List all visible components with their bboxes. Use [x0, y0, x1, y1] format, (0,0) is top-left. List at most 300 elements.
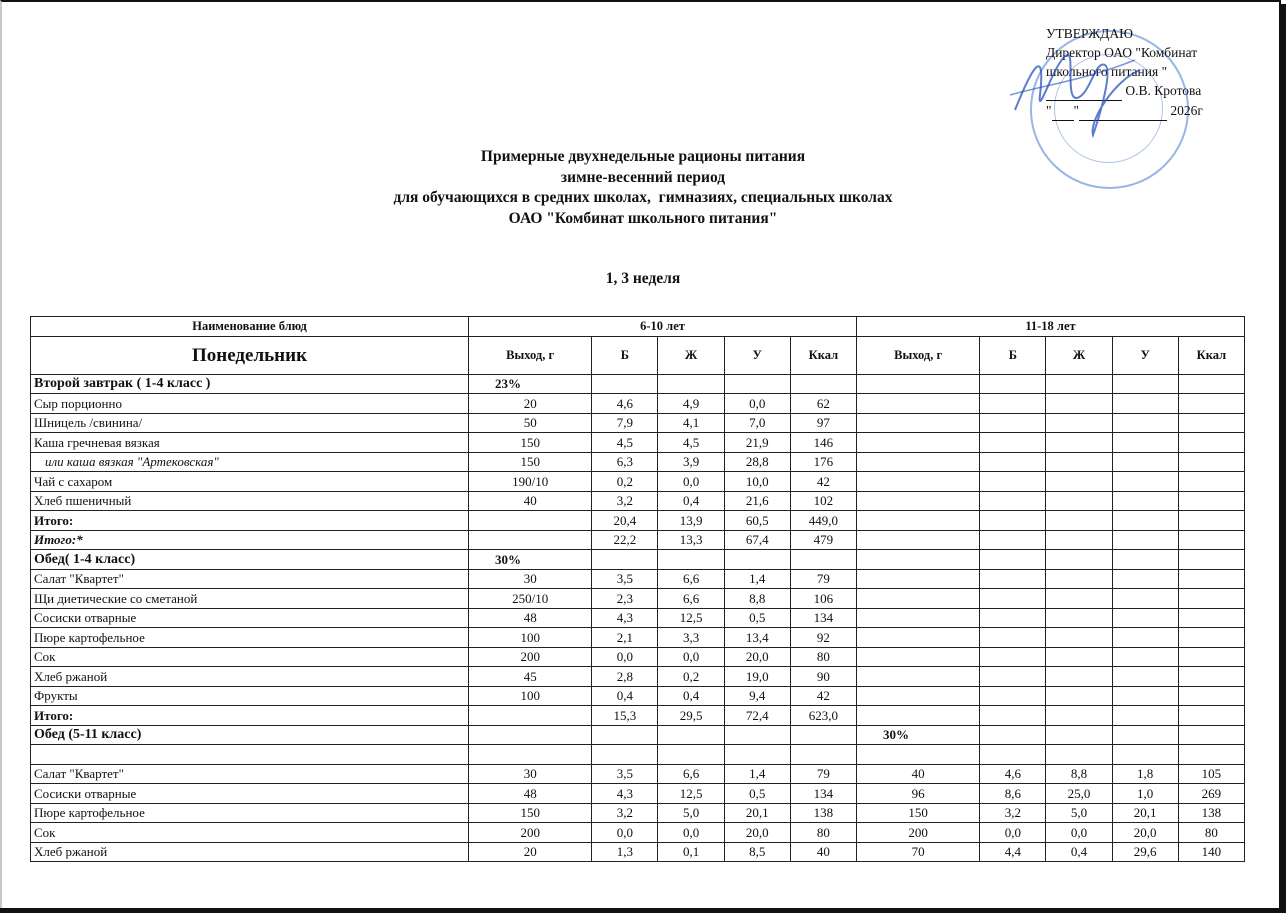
header-col-fat-2: Ж: [1046, 336, 1112, 374]
value-cell: 79: [790, 764, 856, 784]
value-cell: [1178, 569, 1244, 589]
value-cell: [724, 374, 790, 394]
value-cell: 146: [790, 433, 856, 453]
value-cell: 0,0: [658, 823, 724, 843]
value-cell: 1,0: [1112, 784, 1178, 804]
value-cell: 4,6: [592, 394, 658, 414]
dish-name-cell: Хлеб пшеничный: [31, 491, 469, 511]
value-cell: 3,2: [592, 491, 658, 511]
value-cell: [980, 569, 1046, 589]
value-cell: [1178, 725, 1244, 745]
value-cell: [1112, 413, 1178, 433]
value-cell: [980, 608, 1046, 628]
value-cell: 13,3: [658, 530, 724, 550]
value-cell: [1046, 589, 1112, 609]
value-cell: [724, 550, 790, 570]
value-cell: [592, 745, 658, 765]
section-row: [31, 725, 1245, 745]
value-cell: [1178, 374, 1244, 394]
value-cell: 20,4: [592, 511, 658, 531]
value-cell: [856, 433, 979, 453]
value-cell: 0,5: [724, 784, 790, 804]
value-cell: 4,1: [658, 413, 724, 433]
value-cell: [469, 745, 592, 765]
value-cell: 13,4: [724, 628, 790, 648]
value-cell: 6,6: [658, 569, 724, 589]
dish-name-cell: Пюре картофельное: [31, 803, 469, 823]
table-row: [31, 589, 1245, 609]
value-cell: 20,0: [724, 647, 790, 667]
value-cell: [1178, 686, 1244, 706]
value-cell: [1046, 706, 1112, 726]
header-col-yield-1: Выход, г: [469, 336, 592, 374]
table-row: [31, 686, 1245, 706]
value-cell: 12,5: [658, 784, 724, 804]
value-cell: [980, 491, 1046, 511]
value-cell: 4,5: [658, 433, 724, 453]
value-cell: [1178, 491, 1244, 511]
value-cell: 0,0: [724, 394, 790, 414]
header-col-yield-2: Выход, г: [856, 336, 979, 374]
table-row: [31, 745, 1245, 765]
value-cell: [856, 491, 979, 511]
value-cell: 102: [790, 491, 856, 511]
value-cell: [980, 394, 1046, 414]
value-cell: [1046, 511, 1112, 531]
header-day: Понедельник: [31, 336, 469, 374]
value-cell: 2,3: [592, 589, 658, 609]
section-row: [31, 550, 1245, 570]
dish-name-cell: Пюре картофельное: [31, 628, 469, 648]
week-label: 1, 3 неделя: [605, 270, 681, 287]
dish-name-cell: Хлеб ржаной: [31, 842, 469, 862]
value-cell: [1178, 472, 1244, 492]
table-row: [31, 784, 1245, 804]
value-cell: [980, 433, 1046, 453]
value-cell: [1112, 374, 1178, 394]
total-row: [31, 530, 1245, 550]
value-cell: 3,5: [592, 569, 658, 589]
page-edge-right: [1281, 4, 1286, 913]
value-cell: [1178, 394, 1244, 414]
value-cell: 3,2: [592, 803, 658, 823]
value-cell: 20,0: [1112, 823, 1178, 843]
table-header-row-1: [31, 317, 1245, 337]
approval-position-line1: Директор ОАО "Комбинат: [1046, 45, 1198, 60]
table-row: [31, 472, 1245, 492]
value-cell: [1046, 667, 1112, 687]
value-cell: [469, 706, 592, 726]
value-cell: [1046, 550, 1112, 570]
value-cell: [1112, 569, 1178, 589]
value-cell: 200: [469, 823, 592, 843]
value-cell: 96: [856, 784, 979, 804]
value-cell: [1046, 394, 1112, 414]
table-header-row-2: [31, 336, 1245, 374]
percent-cell-11-18: [856, 550, 979, 570]
value-cell: [1178, 530, 1244, 550]
table-row: [31, 394, 1245, 414]
value-cell: [980, 706, 1046, 726]
value-cell: [1112, 511, 1178, 531]
dish-name-cell: или каша вязкая "Артековская": [31, 452, 469, 472]
value-cell: [980, 413, 1046, 433]
value-cell: 0,4: [592, 686, 658, 706]
header-col-carbs-1: У: [724, 336, 790, 374]
dish-name-cell: Салат "Квартет": [31, 764, 469, 784]
value-cell: 13,9: [658, 511, 724, 531]
value-cell: 6,3: [592, 452, 658, 472]
value-cell: 80: [790, 647, 856, 667]
value-cell: [856, 394, 979, 414]
table-row: [31, 491, 1245, 511]
table-row: [31, 647, 1245, 667]
percent-cell-6-10: [469, 725, 592, 745]
value-cell: [1178, 706, 1244, 726]
table-row: [31, 569, 1245, 589]
percent-cell-11-18: 30%: [856, 725, 979, 745]
value-cell: 19,0: [724, 667, 790, 687]
value-cell: 0,2: [592, 472, 658, 492]
value-cell: [980, 374, 1046, 394]
value-cell: 0,4: [1046, 842, 1112, 862]
value-cell: 80: [1178, 823, 1244, 843]
value-cell: 62: [790, 394, 856, 414]
value-cell: [980, 530, 1046, 550]
value-cell: 0,4: [658, 491, 724, 511]
title-line-2: зимне-весенний период: [560, 168, 726, 186]
value-cell: [856, 452, 979, 472]
table-row: [31, 413, 1245, 433]
value-cell: 134: [790, 608, 856, 628]
value-cell: [980, 589, 1046, 609]
dish-name-cell: [31, 745, 469, 765]
value-cell: [856, 628, 979, 648]
table-row: [31, 803, 1245, 823]
value-cell: [592, 374, 658, 394]
value-cell: [1046, 608, 1112, 628]
value-cell: [592, 725, 658, 745]
value-cell: [1112, 472, 1178, 492]
value-cell: [856, 413, 979, 433]
dish-name-cell: Салат "Квартет": [31, 569, 469, 589]
value-cell: [1112, 433, 1178, 453]
value-cell: [790, 725, 856, 745]
value-cell: [790, 550, 856, 570]
value-cell: [1112, 628, 1178, 648]
value-cell: 3,2: [980, 803, 1046, 823]
value-cell: 1,4: [724, 764, 790, 784]
value-cell: 72,4: [724, 706, 790, 726]
value-cell: 0,1: [658, 842, 724, 862]
value-cell: 21,9: [724, 433, 790, 453]
value-cell: [1046, 647, 1112, 667]
title-line-4: ОАО "Комбинат школьного питания": [508, 209, 778, 227]
value-cell: 40: [469, 491, 592, 511]
value-cell: [658, 374, 724, 394]
value-cell: 3,3: [658, 628, 724, 648]
dish-name-cell: Хлеб ржаной: [31, 667, 469, 687]
table-row: [31, 823, 1245, 843]
value-cell: [1112, 745, 1178, 765]
value-cell: 100: [469, 628, 592, 648]
value-cell: [1112, 667, 1178, 687]
value-cell: 0,0: [980, 823, 1046, 843]
value-cell: [469, 511, 592, 531]
total-row: [31, 706, 1245, 726]
menu-table: [30, 316, 1245, 862]
header-col-carbs-2: У: [1112, 336, 1178, 374]
dish-name-cell: Сок: [31, 823, 469, 843]
value-cell: 21,6: [724, 491, 790, 511]
value-cell: [790, 374, 856, 394]
dish-name-cell: Сыр порционно: [31, 394, 469, 414]
value-cell: 138: [790, 803, 856, 823]
value-cell: 3,9: [658, 452, 724, 472]
header-col-fat-1: Ж: [658, 336, 724, 374]
table-row: [31, 452, 1245, 472]
dish-name-cell: Шницель /свинина/: [31, 413, 469, 433]
value-cell: 623,0: [790, 706, 856, 726]
value-cell: 22,2: [592, 530, 658, 550]
value-cell: [1046, 413, 1112, 433]
value-cell: 100: [469, 686, 592, 706]
value-cell: [1112, 725, 1178, 745]
value-cell: 6,6: [658, 764, 724, 784]
value-cell: 9,4: [724, 686, 790, 706]
percent-cell-11-18: [856, 374, 979, 394]
value-cell: 70: [856, 842, 979, 862]
value-cell: 79: [790, 569, 856, 589]
value-cell: 250/10: [469, 589, 592, 609]
table-row: [31, 842, 1245, 862]
value-cell: [1112, 706, 1178, 726]
approval-heading: УТВЕРЖДАЮ: [1046, 26, 1134, 41]
value-cell: 50: [469, 413, 592, 433]
value-cell: [724, 725, 790, 745]
value-cell: [980, 628, 1046, 648]
header-col-protein-2: Б: [980, 336, 1046, 374]
value-cell: [980, 472, 1046, 492]
table-row: [31, 433, 1245, 453]
approval-year: 2026г: [1170, 103, 1203, 118]
value-cell: [1178, 413, 1244, 433]
dish-name-cell: Итого:: [31, 706, 469, 726]
value-cell: 29,5: [658, 706, 724, 726]
value-cell: [1178, 628, 1244, 648]
value-cell: [980, 647, 1046, 667]
page-edge-bottom: [0, 908, 1286, 913]
value-cell: [980, 667, 1046, 687]
value-cell: 4,4: [980, 842, 1046, 862]
value-cell: 0,4: [658, 686, 724, 706]
value-cell: 269: [1178, 784, 1244, 804]
value-cell: [1178, 589, 1244, 609]
value-cell: 140: [1178, 842, 1244, 862]
value-cell: 40: [856, 764, 979, 784]
value-cell: [1112, 550, 1178, 570]
value-cell: [1112, 491, 1178, 511]
section-row: [31, 374, 1245, 394]
value-cell: [980, 550, 1046, 570]
value-cell: [856, 530, 979, 550]
dish-name-cell: Фрукты: [31, 686, 469, 706]
table-row: [31, 667, 1245, 687]
table-row: [31, 628, 1245, 648]
value-cell: 1,4: [724, 569, 790, 589]
dish-name-cell: Сосиски отварные: [31, 784, 469, 804]
value-cell: 106: [790, 589, 856, 609]
value-cell: 0,0: [658, 647, 724, 667]
value-cell: 4,3: [592, 784, 658, 804]
value-cell: 20,0: [724, 823, 790, 843]
value-cell: 25,0: [1046, 784, 1112, 804]
table-body: [31, 374, 1245, 862]
value-cell: 67,4: [724, 530, 790, 550]
value-cell: 134: [790, 784, 856, 804]
value-cell: [1112, 686, 1178, 706]
value-cell: 42: [790, 686, 856, 706]
value-cell: [790, 745, 856, 765]
value-cell: 150: [469, 452, 592, 472]
value-cell: 20,1: [724, 803, 790, 823]
dish-name-cell: Обед (5-11 класс): [31, 725, 469, 745]
value-cell: 0,2: [658, 667, 724, 687]
value-cell: [856, 608, 979, 628]
value-cell: [1046, 745, 1112, 765]
total-row: [31, 511, 1245, 531]
value-cell: [856, 472, 979, 492]
value-cell: 150: [856, 803, 979, 823]
value-cell: 3,5: [592, 764, 658, 784]
value-cell: [1178, 550, 1244, 570]
value-cell: [1178, 433, 1244, 453]
value-cell: [1178, 511, 1244, 531]
value-cell: 190/10: [469, 472, 592, 492]
value-cell: 1,8: [1112, 764, 1178, 784]
value-cell: 138: [1178, 803, 1244, 823]
value-cell: 1,3: [592, 842, 658, 862]
value-cell: [1046, 569, 1112, 589]
value-cell: 8,8: [724, 589, 790, 609]
value-cell: [1112, 608, 1178, 628]
value-cell: [1178, 667, 1244, 687]
dish-name-cell: Чай с сахаром: [31, 472, 469, 492]
value-cell: 0,0: [592, 823, 658, 843]
value-cell: [1112, 530, 1178, 550]
value-cell: [1046, 374, 1112, 394]
value-cell: 200: [469, 647, 592, 667]
value-cell: [1046, 491, 1112, 511]
title-line-1: Примерные двухнедельные рационы питания: [480, 148, 806, 165]
value-cell: 8,5: [724, 842, 790, 862]
value-cell: 5,0: [658, 803, 724, 823]
value-cell: 30: [469, 764, 592, 784]
value-cell: [980, 452, 1046, 472]
value-cell: [658, 550, 724, 570]
value-cell: [1178, 608, 1244, 628]
value-cell: 20: [469, 394, 592, 414]
value-cell: 30: [469, 569, 592, 589]
value-cell: [1178, 452, 1244, 472]
value-cell: [1178, 647, 1244, 667]
approval-date-line: " " 2026г: [1046, 101, 1246, 121]
dish-name-cell: Щи диетические со сметаной: [31, 589, 469, 609]
value-cell: 0,0: [592, 647, 658, 667]
value-cell: 150: [469, 803, 592, 823]
value-cell: [1178, 745, 1244, 765]
value-cell: 92: [790, 628, 856, 648]
value-cell: [856, 511, 979, 531]
value-cell: 4,3: [592, 608, 658, 628]
approval-position-line2: школьного питания ": [1046, 64, 1168, 79]
value-cell: 15,3: [592, 706, 658, 726]
value-cell: 28,8: [724, 452, 790, 472]
value-cell: [1046, 472, 1112, 492]
value-cell: 42: [790, 472, 856, 492]
value-cell: [1046, 628, 1112, 648]
value-cell: 20: [469, 842, 592, 862]
value-cell: 45: [469, 667, 592, 687]
value-cell: [980, 725, 1046, 745]
value-cell: 40: [790, 842, 856, 862]
dish-name-cell: Обед( 1-4 класс): [31, 550, 469, 570]
table-row: [31, 608, 1245, 628]
value-cell: [856, 589, 979, 609]
value-cell: 90: [790, 667, 856, 687]
value-cell: 48: [469, 784, 592, 804]
value-cell: 48: [469, 608, 592, 628]
value-cell: 5,0: [1046, 803, 1112, 823]
value-cell: 0,0: [1046, 823, 1112, 843]
value-cell: [1046, 686, 1112, 706]
value-cell: 0,5: [724, 608, 790, 628]
value-cell: 176: [790, 452, 856, 472]
dish-name-cell: Сосиски отварные: [31, 608, 469, 628]
value-cell: 80: [790, 823, 856, 843]
value-cell: 2,1: [592, 628, 658, 648]
value-cell: 10,0: [724, 472, 790, 492]
value-cell: [658, 725, 724, 745]
value-cell: 6,6: [658, 589, 724, 609]
value-cell: 60,5: [724, 511, 790, 531]
header-age-6-10: 6-10 лет: [469, 317, 857, 337]
value-cell: [1112, 452, 1178, 472]
value-cell: [1112, 394, 1178, 414]
value-cell: [1046, 433, 1112, 453]
value-cell: 2,8: [592, 667, 658, 687]
value-cell: [724, 745, 790, 765]
dish-name-cell: Итого:*: [31, 530, 469, 550]
dish-name-cell: Сок: [31, 647, 469, 667]
value-cell: 7,0: [724, 413, 790, 433]
header-age-11-18: 11-18 лет: [856, 317, 1244, 337]
value-cell: [856, 569, 979, 589]
value-cell: 8,8: [1046, 764, 1112, 784]
value-cell: [1046, 725, 1112, 745]
value-cell: [856, 667, 979, 687]
value-cell: 150: [469, 433, 592, 453]
value-cell: 4,5: [592, 433, 658, 453]
header-col-kcal-1: Ккал: [790, 336, 856, 374]
value-cell: 8,6: [980, 784, 1046, 804]
value-cell: 200: [856, 823, 979, 843]
value-cell: [1112, 589, 1178, 609]
value-cell: [856, 647, 979, 667]
value-cell: 449,0: [790, 511, 856, 531]
value-cell: 4,9: [658, 394, 724, 414]
value-cell: [1046, 530, 1112, 550]
